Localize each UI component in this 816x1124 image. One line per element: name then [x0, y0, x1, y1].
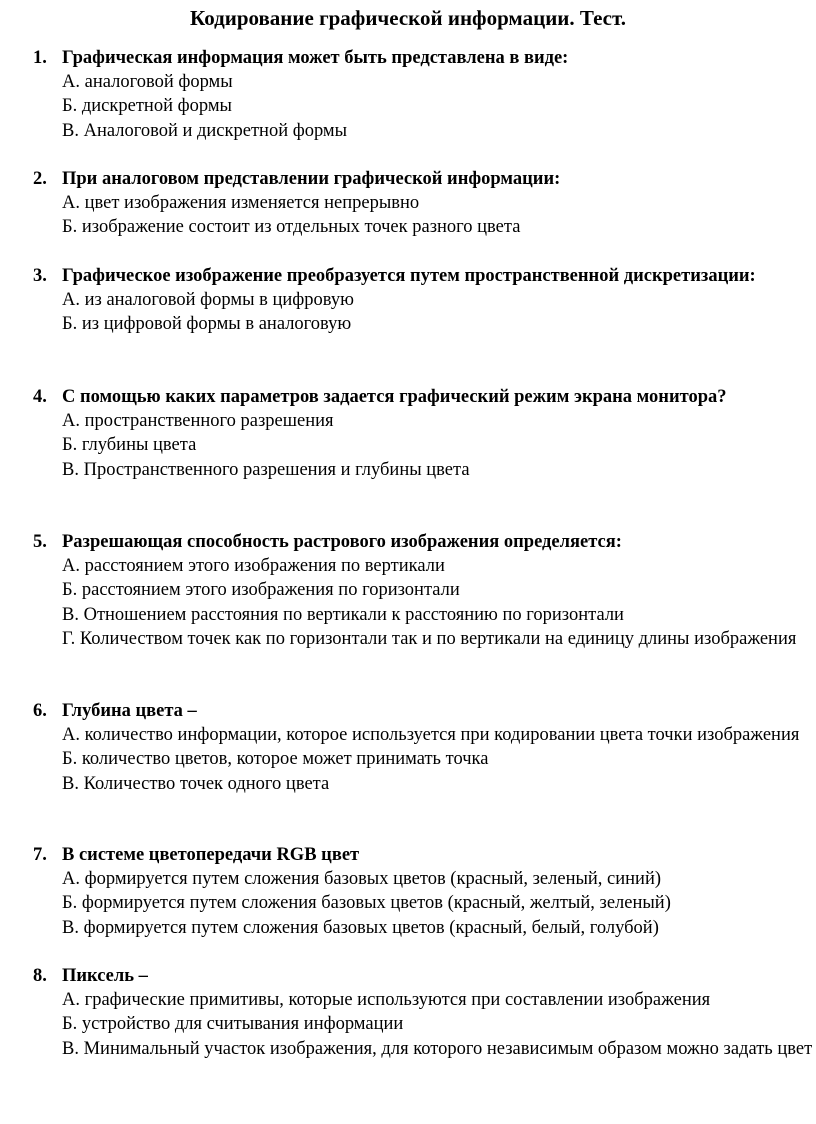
question-heading: [33, 385, 813, 409]
question-number: 3.: [33, 266, 47, 286]
answer-option-d: Г. Количеством точек как по горизонтали так и по вертикали на единицу длины изображения: [62, 628, 797, 649]
question-number: 5.: [33, 532, 47, 552]
question-heading: [33, 699, 813, 723]
answer-option-a: А. цвет изображения изменяется непрерывно: [62, 193, 420, 214]
answer-option-a: А. из аналоговой формы в цифровую: [62, 290, 354, 311]
answer-option-b: Б. количество цветов, которое может принимать точка: [62, 749, 489, 770]
question-text: Глубина цвета –: [62, 701, 197, 721]
answer-option-b: Б. дискретной формы: [62, 96, 232, 117]
answer-option-c: В. Отношением расстояния по вертикали к расстоянию по горизонтали: [62, 604, 624, 625]
answer-option-b: Б. расстоянием этого изображения по горизонтали: [62, 580, 460, 601]
question-heading: [33, 167, 813, 191]
answer-option-c: В. Количество точек одного цвета: [62, 773, 330, 794]
answer-option-c: В. Пространственного разрешения и глубины цвета: [62, 459, 470, 480]
question-3: [33, 264, 813, 337]
question-text: С помощью каких параметров задается графический режим экрана монитора?: [62, 387, 727, 407]
question-number: 7.: [33, 845, 47, 865]
answer-option-a: А. пространственного разрешения: [62, 411, 334, 432]
answer-option-b: Б. из цифровой формы в аналоговую: [62, 314, 352, 335]
answer-option-b: Б. глубины цвета: [62, 435, 197, 456]
question-text: Разрешающая способность растрового изображения определяется:: [62, 532, 622, 552]
question-number: 2.: [33, 169, 47, 189]
answer-option-c: В. формируется путем сложения базовых цветов (красный, белый, голубой): [62, 917, 659, 938]
question-number: 4.: [33, 387, 47, 407]
question-text: Пиксель –: [62, 966, 148, 986]
answer-option-a: А. количество информации, которое используется при кодировании цвета точки изображения: [62, 725, 800, 746]
question-heading: [33, 964, 813, 988]
answer-option-b: Б. формируется путем сложения базовых цветов (красный, желтый, зеленый): [62, 893, 671, 914]
question-text: При аналоговом представлении графической информации:: [62, 169, 561, 189]
answer-option-c: В. Аналоговой и дискретной формы: [62, 120, 348, 141]
question-2: [33, 167, 813, 240]
question-number: 8.: [33, 966, 47, 986]
question-heading: [33, 264, 813, 288]
question-number: 6.: [33, 701, 47, 721]
question-heading: [33, 530, 813, 554]
question-text: В системе цветопередачи RGB цвет: [62, 845, 360, 865]
question-number: 1.: [33, 48, 47, 68]
answer-option-c: В. Минимальный участок изображения, для которого независимым образом можно задать цвет: [62, 1038, 813, 1059]
answer-option-a: А. формируется путем сложения базовых цветов (красный, зеленый, синий): [62, 869, 662, 890]
question-text: Графическое изображение преобразуется путем пространственной дискретизации:: [62, 266, 756, 286]
answer-option-a: А. графические примитивы, которые используются при составлении изображения: [62, 990, 711, 1011]
answer-option-b: Б. изображение состоит из отдельных точек разного цвета: [62, 217, 521, 238]
question-5: [33, 530, 813, 651]
document-title: Кодирование графической информации. Тест.: [190, 6, 626, 30]
answer-option-b: Б. устройство для считывания информации: [62, 1014, 404, 1035]
question-text: Графическая информация может быть представлена в виде:: [62, 48, 569, 68]
question-heading: [33, 46, 813, 70]
question-1: [33, 46, 813, 143]
question-heading: [33, 843, 813, 867]
answer-option-a: А. расстоянием этого изображения по вертикали: [62, 556, 445, 577]
question-8: [33, 964, 813, 1061]
question-4: [33, 385, 813, 482]
answer-option-a: А. аналоговой формы: [62, 72, 233, 93]
question-6: [33, 699, 813, 796]
question-7: [33, 843, 813, 940]
